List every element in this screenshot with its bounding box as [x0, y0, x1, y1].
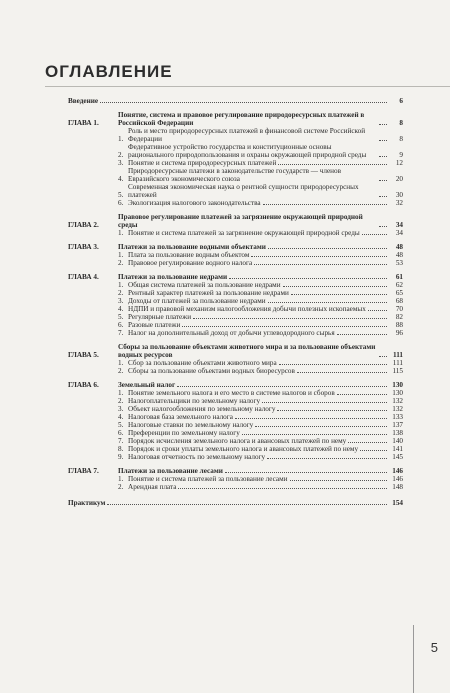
leader-dots: [262, 402, 387, 403]
leader-dots: [379, 156, 387, 157]
entry-page: 145: [392, 453, 403, 461]
entry-title: Правовое регулирование водного налога: [128, 259, 253, 267]
entry-page: 111: [393, 351, 403, 359]
entry-number: 5.: [118, 191, 124, 199]
entry-page: 138: [392, 429, 403, 437]
entry-page: 132: [392, 405, 403, 413]
toc-item: [68, 445, 403, 453]
leader-dots: [235, 418, 387, 419]
entry-page: 65: [395, 289, 403, 297]
toc-item: [68, 289, 403, 297]
toc-item: [68, 397, 403, 405]
leader-dots: [251, 256, 387, 257]
entry-page: 48: [395, 243, 403, 251]
entry-title: Сбор за пользование объектами животного мира: [128, 359, 277, 367]
entry-title: Природоресурсные платежи в законодательстве государств — членов Евразийского экономического союза: [128, 167, 341, 183]
entry-page: 82: [395, 313, 403, 321]
toc-practicum: [68, 499, 403, 507]
leader-dots: [337, 394, 387, 395]
entry-page: 9: [399, 151, 403, 159]
toc-item: [68, 259, 403, 267]
entry-page: 137: [392, 421, 403, 429]
entry-title: Федеративное устройство государства и конституционные основы рационального природопользования и охраны окружающей природной среды: [128, 143, 367, 159]
leader-dots: [107, 504, 387, 505]
entry-number: 6.: [118, 429, 124, 437]
entry-page: 96: [395, 329, 403, 337]
toc-item: [68, 321, 403, 329]
entry-title: Роль и место природоресурсных платежей в финансовой системе Российской Федерации: [128, 127, 366, 143]
toc-item: [68, 229, 403, 237]
entry-page: 6: [399, 97, 403, 105]
entry-title: Практикум: [68, 499, 106, 507]
toc-item: [68, 143, 403, 159]
entry-number: 1.: [118, 251, 124, 259]
entry-title: Объект налогообложения по земельному налогу: [128, 405, 276, 413]
entry-number: 1.: [118, 359, 124, 367]
entry-number: 8.: [118, 445, 124, 453]
chapter-label: ГЛАВА 1.: [68, 119, 99, 127]
leader-dots: [267, 458, 387, 459]
entry-page: 30: [395, 191, 403, 199]
leader-dots: [178, 488, 387, 489]
toc-item: [68, 159, 403, 167]
entry-number: 2.: [118, 259, 124, 267]
leader-dots: [100, 102, 387, 103]
toc-item: [68, 167, 403, 183]
entry-number: 3.: [118, 159, 124, 167]
page-title: ОГЛАВЛЕНИЕ: [45, 62, 173, 81]
entry-title: Понятие и система природоресурсных платежей: [128, 159, 277, 167]
entry-title: Платежи за пользование водными объектами: [118, 243, 266, 251]
toc-item: [68, 475, 403, 483]
entry-page: 146: [392, 475, 403, 483]
leader-dots: [379, 196, 387, 197]
toc-item: [68, 305, 403, 313]
leader-dots: [379, 356, 387, 357]
entry-title: Порядок и сроки уплаты земельного налога и авансовых платежей по нему: [128, 445, 359, 453]
entry-title: Платежи за пользование лесами: [118, 467, 223, 475]
entry-title: Сборы за пользование объектами водных биоресурсов: [128, 367, 295, 375]
toc-chapter: [68, 273, 403, 281]
entry-title: Налоговая база земельного налога: [128, 413, 233, 421]
entry-number: 2.: [118, 397, 124, 405]
leader-dots: [379, 226, 387, 227]
leader-dots: [193, 318, 387, 319]
entry-title: Плата за пользование водным объектом: [128, 251, 250, 259]
entry-number: 7.: [118, 437, 124, 445]
entry-number: 2.: [118, 151, 124, 159]
leader-dots: [379, 180, 387, 181]
leader-dots: [254, 264, 387, 265]
toc-chapter: [68, 243, 403, 251]
entry-number: 6.: [118, 321, 124, 329]
entry-number: 6.: [118, 199, 124, 207]
toc-item: [68, 413, 403, 421]
entry-title: Понятие и система платежей за загрязнение окружающей природной среды: [128, 229, 360, 237]
entry-number: 1.: [118, 229, 124, 237]
entry-title: Сборы за пользование объектами животного мира и за пользование объектами водных ресурсов: [118, 343, 376, 359]
leader-dots: [278, 164, 387, 165]
chapter-label: ГЛАВА 7.: [68, 467, 99, 475]
chapter-label: ГЛАВА 3.: [68, 243, 99, 251]
entry-number: 3.: [118, 405, 124, 413]
leader-dots: [279, 364, 387, 365]
entry-page: 62: [395, 281, 403, 289]
leader-dots: [225, 472, 387, 473]
entry-number: 1.: [118, 281, 124, 289]
entry-title: Понятие и система платежей за пользование лесами: [128, 475, 288, 483]
toc-item: [68, 429, 403, 437]
toc-item: [68, 297, 403, 305]
leader-dots: [337, 334, 387, 335]
leader-dots: [291, 294, 387, 295]
entry-title: Рентный характер платежей за пользование недрами: [128, 289, 289, 297]
toc-item: [68, 281, 403, 289]
toc-item: [68, 199, 403, 207]
entry-title: Налог на дополнительный доход от добычи углеводородного сырья: [128, 329, 335, 337]
entry-page: 130: [392, 381, 403, 389]
leader-dots: [268, 248, 387, 249]
entry-page: 88: [395, 321, 403, 329]
leader-dots: [229, 278, 387, 279]
entry-title: НДПИ и правовой механизм налогообложения добычи полезных ископаемых: [128, 305, 366, 313]
entry-title: Экологизация налогового законодательства: [128, 199, 261, 207]
entry-page: 141: [392, 445, 403, 453]
leader-dots: [379, 140, 387, 141]
entry-title: Правовое регулирование платежей за загрязнение окружающей природной среды: [118, 213, 363, 229]
entry-number: 2.: [118, 289, 124, 297]
entry-title: Преференции по земельному налогу: [128, 429, 240, 437]
entry-number: 5.: [118, 421, 124, 429]
leader-dots: [368, 310, 387, 311]
entry-number: 3.: [118, 297, 124, 305]
entry-number: 2.: [118, 367, 124, 375]
entry-title: Налоговые ставки по земельному налогу: [128, 421, 254, 429]
toc-item: [68, 437, 403, 445]
entry-title: Понятие земельного налога и его место в системе налогов и сборов: [128, 389, 335, 397]
entry-page: 70: [395, 305, 403, 313]
leader-dots: [263, 204, 387, 205]
entry-page: 133: [392, 413, 403, 421]
entry-page: 20: [395, 175, 403, 183]
entry-page: 68: [395, 297, 403, 305]
entry-title: Порядок исчисления земельного налога и авансовых платежей по нему: [128, 437, 347, 445]
toc-chapter: [68, 111, 403, 127]
entry-page: 115: [392, 367, 403, 375]
entry-title: Общая система платежей за пользование недрами: [128, 281, 281, 289]
entry-number: 5.: [118, 313, 124, 321]
toc-item: [68, 483, 403, 491]
margin-line: [413, 625, 414, 693]
entry-title: Регулярные платежи: [128, 313, 192, 321]
toc-item: [68, 251, 403, 259]
chapter-label: ГЛАВА 4.: [68, 273, 99, 281]
entry-title: Понятие, система и правовое регулирование природоресурсных платежей в Российской Федерации: [118, 111, 365, 127]
toc-intro: [68, 97, 403, 105]
table-of-contents: [68, 97, 403, 507]
chapter-label: ГЛАВА 6.: [68, 381, 99, 389]
leader-dots: [242, 434, 387, 435]
leader-dots: [297, 372, 387, 373]
toc-chapter: [68, 381, 403, 389]
entry-number: 9.: [118, 453, 124, 461]
entry-page: 154: [392, 499, 403, 507]
toc-item: [68, 405, 403, 413]
leader-dots: [277, 410, 387, 411]
toc-item: [68, 127, 403, 143]
entry-page: 140: [392, 437, 403, 445]
entry-page: 12: [395, 159, 403, 167]
toc-item: [68, 367, 403, 375]
entry-title: Современная экономическая наука о рентной сущности природоресурсных платежей: [128, 183, 359, 199]
entry-title: Налоговая отчетность по земельному налогу: [128, 453, 266, 461]
entry-number: 1.: [118, 389, 124, 397]
toc-item: [68, 359, 403, 367]
entry-number: 4.: [118, 175, 124, 183]
entry-title: Арендная плата: [128, 483, 177, 491]
leader-dots: [182, 326, 387, 327]
page-number: 5: [430, 640, 438, 655]
entry-number: 1.: [118, 475, 124, 483]
entry-page: 132: [392, 397, 403, 405]
leader-dots: [362, 234, 387, 235]
entry-page: 34: [395, 221, 403, 229]
entry-page: 8: [399, 135, 403, 143]
toc-item: [68, 421, 403, 429]
leader-dots: [177, 386, 387, 387]
toc-item: [68, 183, 403, 199]
heading-rule: [45, 86, 450, 87]
toc-chapter: [68, 213, 403, 229]
entry-number: 2.: [118, 483, 124, 491]
leader-dots: [283, 286, 387, 287]
leader-dots: [268, 302, 387, 303]
entry-number: 4.: [118, 305, 124, 313]
entry-page: 53: [395, 259, 403, 267]
entry-title: Разовые платежи: [128, 321, 181, 329]
entry-page: 32: [395, 199, 403, 207]
toc-item: [68, 389, 403, 397]
entry-title: Доходы от платежей за пользование недрами: [128, 297, 266, 305]
entry-title: Земельный налог: [118, 381, 176, 389]
leader-dots: [379, 124, 387, 125]
entry-title: Платежи за пользование недрами: [118, 273, 228, 281]
toc-item: [68, 329, 403, 337]
entry-page: 8: [399, 119, 403, 127]
toc-item: [68, 453, 403, 461]
entry-page: 146: [392, 467, 403, 475]
entry-page: 34: [395, 229, 403, 237]
toc-item: [68, 313, 403, 321]
toc-chapter: [68, 467, 403, 475]
toc-chapter: [68, 343, 403, 359]
leader-dots: [255, 426, 387, 427]
chapter-label: ГЛАВА 5.: [68, 351, 99, 359]
entry-page: 148: [392, 483, 403, 491]
entry-page: 61: [395, 273, 403, 281]
leader-dots: [348, 442, 387, 443]
entry-page: 130: [392, 389, 403, 397]
chapter-label: ГЛАВА 2.: [68, 221, 99, 229]
entry-title: Налогоплательщики по земельному налогу: [128, 397, 261, 405]
leader-dots: [360, 450, 387, 451]
entry-page: 111: [392, 359, 403, 367]
entry-number: 7.: [118, 329, 124, 337]
entry-number: 4.: [118, 413, 124, 421]
leader-dots: [290, 480, 388, 481]
entry-number: 1.: [118, 135, 124, 143]
entry-title: Введение: [68, 97, 99, 105]
entry-page: 48: [395, 251, 403, 259]
